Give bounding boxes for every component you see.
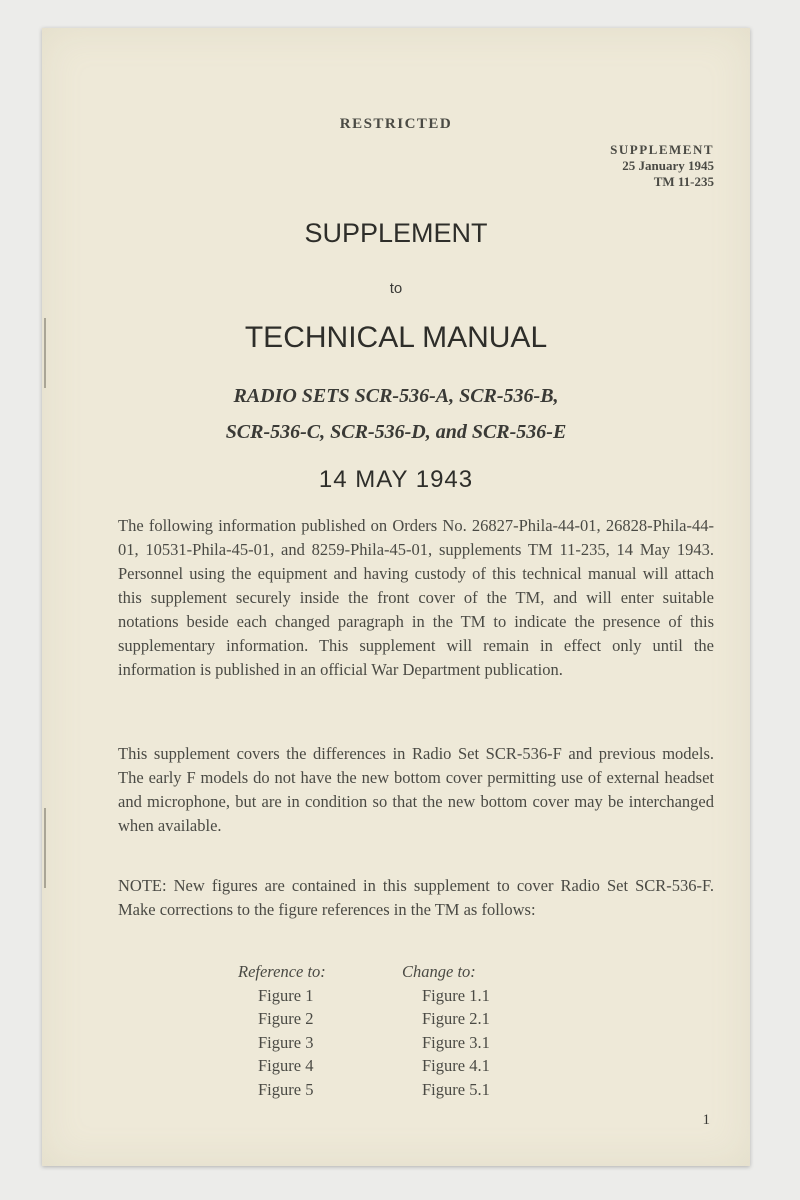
- table-row: [238, 1078, 542, 1102]
- column-header-change: Change to:: [402, 962, 476, 981]
- table-header-row: [238, 960, 542, 984]
- reference-cell: Figure 2: [258, 1009, 314, 1028]
- column-header-reference: Reference to:: [238, 962, 326, 981]
- document-title: SUPPLEMENT: [304, 218, 488, 248]
- supplement-label: SUPPLEMENT: [610, 142, 714, 157]
- manual-title: TECHNICAL MANUAL: [244, 321, 548, 354]
- paragraph-orders: The following information published on Orders No. 26827-Phila-44-01, 26828-Phila-44-01, 10531-Phila-45-01, and 8259-Phila-45-01, supplements TM 11-235, 14 May 1943. Personnel using the equipment and having custody of this technical manual will attach this supplement securely inside the front cover of the TM, and will enter suitable notations beside each changed paragraph in the TM to indicate the presence of this supplementary information. This supplement will remain in effect only until the information is published in an official War Department publication.: [118, 516, 714, 679]
- page-number: 1: [702, 1112, 710, 1128]
- change-cell: Figure 1.1: [422, 985, 490, 1005]
- table-row: [238, 1007, 542, 1031]
- reference-cell: Figure 3: [258, 1032, 314, 1052]
- binding-mark-bottom: [44, 808, 46, 888]
- subject-heading: [42, 378, 750, 450]
- document-page: [42, 28, 750, 1166]
- table-row: [238, 984, 542, 1008]
- supplement-date: 25 January 1945: [622, 158, 714, 173]
- subject-line-2: SCR-536-C, SCR-536-D, and SCR-536-E: [225, 421, 567, 443]
- classification-label: RESTRICTED: [339, 116, 453, 132]
- change-cell: Figure 4.1: [422, 1056, 490, 1075]
- figure-reference-table: [238, 960, 542, 1101]
- subject-line-1: RADIO SETS SCR-536-A, SCR-536-B,: [233, 385, 559, 407]
- supplement-tm: TM 11-235: [653, 174, 714, 189]
- table-row: [238, 1054, 542, 1078]
- table-row: [238, 1031, 542, 1055]
- paragraph-note: NOTE: New figures are contained in this supplement to cover Radio Set SCR-536-F. Make corrections to the figure references in the TM as follows:: [118, 876, 714, 919]
- manual-date: 14 MAY 1943: [318, 466, 474, 493]
- title-connector: to: [389, 280, 403, 297]
- change-cell: Figure 2.1: [422, 1009, 490, 1028]
- change-cell: Figure 5.1: [422, 1079, 490, 1099]
- reference-cell: Figure 4: [258, 1056, 314, 1075]
- change-cell: Figure 3.1: [422, 1032, 490, 1052]
- paragraph-differences: This supplement covers the differences in Radio Set SCR-536-F and previous models. The early F models do not have the new bottom cover permitting use of external headset and microphone, but are in condition so that the new bottom cover may be interchanged when available.: [118, 744, 714, 835]
- reference-cell: Figure 5: [258, 1079, 314, 1099]
- supplement-info: [610, 142, 714, 190]
- reference-cell: Figure 1: [258, 985, 314, 1005]
